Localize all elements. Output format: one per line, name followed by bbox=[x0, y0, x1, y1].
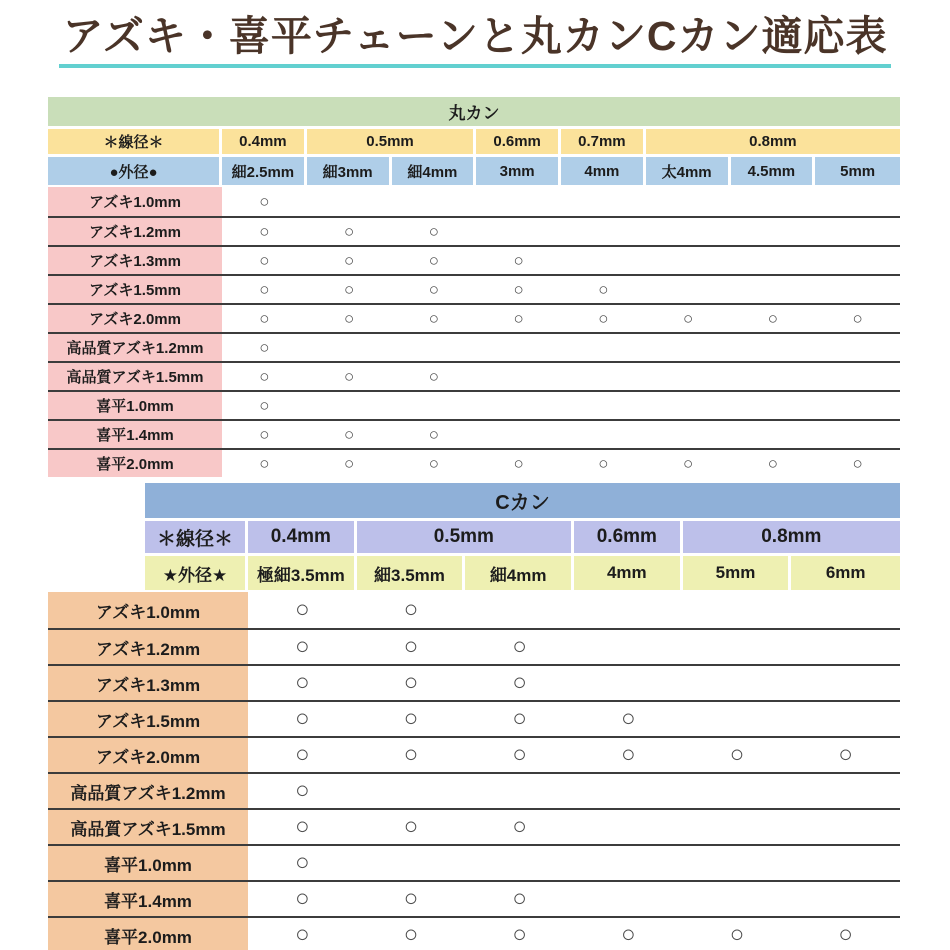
mark-cell bbox=[815, 421, 900, 448]
mark-cell bbox=[574, 702, 683, 736]
mark-cell bbox=[476, 363, 561, 390]
mark-cell bbox=[574, 630, 683, 664]
mark-cell bbox=[646, 363, 731, 390]
mark-cell bbox=[574, 738, 683, 772]
compat-mark: ○ bbox=[403, 813, 419, 840]
mark-cell bbox=[392, 363, 477, 390]
mark-cell bbox=[731, 305, 816, 332]
mark-cell bbox=[561, 363, 646, 390]
mark-cell bbox=[357, 630, 466, 664]
mark-cell bbox=[392, 276, 477, 303]
mark-cell bbox=[465, 630, 574, 664]
mark-cell bbox=[791, 882, 900, 916]
compat-mark: ○ bbox=[343, 222, 355, 241]
mark-cell bbox=[248, 666, 357, 700]
row-label: 高品質アズキ1.5mm bbox=[48, 363, 222, 390]
mark-cell bbox=[574, 666, 683, 700]
compat-mark: ○ bbox=[259, 309, 270, 328]
compat-mark: ○ bbox=[621, 921, 636, 948]
compat-mark: ○ bbox=[259, 396, 270, 415]
mark-cell bbox=[465, 846, 574, 880]
outer-size-cell: 5mm bbox=[815, 157, 900, 185]
mark-cell bbox=[248, 592, 357, 628]
compat-mark: ○ bbox=[259, 222, 270, 241]
mark-cell bbox=[307, 421, 392, 448]
row-label: アズキ2.0mm bbox=[48, 305, 222, 332]
mark-cell bbox=[476, 334, 561, 361]
mark-cell bbox=[574, 774, 683, 808]
mark-cell bbox=[815, 363, 900, 390]
outer-size-cell: 細2.5mm bbox=[222, 157, 307, 185]
compat-mark: ○ bbox=[729, 921, 745, 948]
compat-mark: ○ bbox=[512, 633, 527, 660]
mark-cell bbox=[392, 247, 477, 274]
mark-cell bbox=[357, 592, 466, 628]
table-row bbox=[48, 390, 900, 419]
mark-cell bbox=[465, 882, 574, 916]
row-label: 高品質アズキ1.2mm bbox=[48, 334, 222, 361]
mark-cell bbox=[646, 218, 731, 245]
row-label: 高品質アズキ1.5mm bbox=[48, 810, 248, 844]
row-label: 喜平1.4mm bbox=[48, 421, 222, 448]
table-row bbox=[48, 880, 900, 916]
compat-mark: ○ bbox=[259, 192, 270, 211]
mark-cell bbox=[476, 392, 561, 419]
ckan-compatibility-table bbox=[48, 483, 900, 950]
compat-mark: ○ bbox=[621, 741, 636, 768]
mark-cell bbox=[683, 702, 792, 736]
mark-cell bbox=[646, 247, 731, 274]
mark-cell bbox=[248, 702, 357, 736]
mark-cell bbox=[731, 450, 816, 477]
mark-cell bbox=[574, 918, 683, 950]
compat-mark: ○ bbox=[512, 921, 527, 948]
row-label: 喜平1.4mm bbox=[48, 882, 248, 916]
mark-cell bbox=[307, 363, 392, 390]
mark-cell bbox=[476, 187, 561, 216]
mark-cell bbox=[815, 218, 900, 245]
compat-mark: ○ bbox=[428, 222, 440, 241]
mark-cell bbox=[357, 846, 466, 880]
mark-cell bbox=[646, 305, 731, 332]
compat-mark: ○ bbox=[343, 425, 355, 444]
row-label: アズキ1.0mm bbox=[48, 592, 248, 628]
outer-diameter-label: ★外径★ bbox=[145, 556, 248, 590]
wire-diameter-row bbox=[48, 129, 900, 154]
mark-cell bbox=[357, 702, 466, 736]
mark-cell bbox=[222, 450, 307, 477]
mark-cell bbox=[357, 918, 466, 950]
mark-cell bbox=[248, 630, 357, 664]
mark-cell bbox=[222, 247, 307, 274]
compat-mark: ○ bbox=[259, 251, 270, 270]
mark-cell bbox=[561, 334, 646, 361]
mark-cell bbox=[683, 666, 792, 700]
table-row bbox=[48, 772, 900, 808]
compat-mark: ○ bbox=[403, 669, 419, 696]
compat-mark: ○ bbox=[512, 813, 527, 840]
mark-cell bbox=[476, 218, 561, 245]
mark-cell bbox=[222, 334, 307, 361]
mark-cell bbox=[683, 810, 792, 844]
wire-diameter-label: ＊線径＊ bbox=[48, 129, 222, 154]
outer-size-cell: 細4mm bbox=[465, 556, 574, 590]
compat-mark: ○ bbox=[428, 367, 440, 386]
outer-size-cell: 細3mm bbox=[307, 157, 392, 185]
mark-cell bbox=[683, 882, 792, 916]
mark-cell bbox=[561, 247, 646, 274]
row-label: アズキ1.2mm bbox=[48, 218, 222, 245]
compat-mark: ○ bbox=[512, 669, 527, 696]
outer-size-cell: 細4mm bbox=[392, 157, 477, 185]
mark-cell bbox=[392, 392, 477, 419]
mark-cell bbox=[791, 846, 900, 880]
mark-cell bbox=[222, 305, 307, 332]
compat-mark: ○ bbox=[343, 251, 355, 270]
compat-mark: ○ bbox=[428, 454, 440, 473]
compat-mark: ○ bbox=[838, 741, 853, 768]
outer-size-cell: 太4mm bbox=[646, 157, 731, 185]
wire-size-cell: 0.7mm bbox=[561, 129, 646, 154]
compat-mark: ○ bbox=[512, 741, 527, 768]
mark-cell bbox=[222, 363, 307, 390]
mark-cell bbox=[791, 774, 900, 808]
mark-cell bbox=[574, 882, 683, 916]
wire-size-cell: 0.6mm bbox=[574, 521, 683, 553]
mark-cell bbox=[465, 774, 574, 808]
mark-cell bbox=[357, 882, 466, 916]
mark-cell bbox=[731, 187, 816, 216]
mark-cell bbox=[307, 187, 392, 216]
mark-cell bbox=[815, 450, 900, 477]
compat-mark: ○ bbox=[512, 885, 527, 912]
mark-cell bbox=[561, 392, 646, 419]
mark-cell bbox=[476, 247, 561, 274]
mark-cell bbox=[791, 592, 900, 628]
mark-cell bbox=[646, 334, 731, 361]
table-title-row bbox=[48, 97, 900, 126]
mark-cell bbox=[248, 810, 357, 844]
mark-cell bbox=[248, 774, 357, 808]
mark-cell bbox=[731, 392, 816, 419]
mark-cell bbox=[561, 421, 646, 448]
mark-cell bbox=[574, 810, 683, 844]
compat-mark: ○ bbox=[598, 454, 609, 473]
outer-size-cell: 極細3.5mm bbox=[248, 556, 357, 590]
table-row bbox=[48, 592, 900, 628]
mark-cell bbox=[815, 276, 900, 303]
mark-cell bbox=[815, 334, 900, 361]
mark-cell bbox=[307, 247, 392, 274]
compat-mark: ○ bbox=[295, 596, 310, 623]
compat-mark: ○ bbox=[598, 280, 609, 299]
row-label: アズキ1.5mm bbox=[48, 276, 222, 303]
compat-mark: ○ bbox=[403, 741, 419, 768]
table-title: Cカン bbox=[145, 483, 900, 518]
table-row bbox=[48, 844, 900, 880]
table-row bbox=[48, 274, 900, 303]
compat-mark: ○ bbox=[852, 454, 863, 473]
table-row bbox=[48, 303, 900, 332]
compat-mark: ○ bbox=[621, 705, 636, 732]
mark-cell bbox=[392, 450, 477, 477]
outer-size-cell: 5mm bbox=[683, 556, 792, 590]
mark-cell bbox=[646, 392, 731, 419]
compat-mark: ○ bbox=[259, 454, 270, 473]
table-row bbox=[48, 332, 900, 361]
compat-mark: ○ bbox=[403, 596, 419, 623]
mark-cell bbox=[222, 392, 307, 419]
row-label: 高品質アズキ1.2mm bbox=[48, 774, 248, 808]
compat-mark: ○ bbox=[343, 309, 355, 328]
compat-mark: ○ bbox=[513, 309, 524, 328]
mark-cell bbox=[307, 276, 392, 303]
mark-cell bbox=[731, 247, 816, 274]
mark-cell bbox=[561, 305, 646, 332]
row-label: アズキ1.2mm bbox=[48, 630, 248, 664]
mark-cell bbox=[248, 846, 357, 880]
mark-cell bbox=[561, 187, 646, 216]
mark-cell bbox=[465, 592, 574, 628]
row-label: アズキ1.0mm bbox=[48, 187, 222, 216]
mark-cell bbox=[683, 738, 792, 772]
mark-cell bbox=[222, 218, 307, 245]
mark-cell bbox=[561, 218, 646, 245]
mark-cell bbox=[307, 305, 392, 332]
mark-cell bbox=[392, 218, 477, 245]
mark-cell bbox=[465, 918, 574, 950]
mark-cell bbox=[476, 276, 561, 303]
mark-cell bbox=[683, 630, 792, 664]
mark-cell bbox=[476, 450, 561, 477]
compat-mark: ○ bbox=[295, 921, 310, 948]
outer-size-cell: 4.5mm bbox=[731, 157, 816, 185]
compat-mark: ○ bbox=[512, 705, 527, 732]
wire-size-cell: 0.5mm bbox=[357, 521, 574, 553]
wire-size-cell: 0.4mm bbox=[248, 521, 357, 553]
compat-mark: ○ bbox=[403, 633, 419, 660]
mark-cell bbox=[222, 276, 307, 303]
mark-cell bbox=[646, 421, 731, 448]
table-row bbox=[48, 664, 900, 700]
mark-cell bbox=[791, 918, 900, 950]
compat-mark: ○ bbox=[682, 454, 694, 473]
mark-cell bbox=[574, 846, 683, 880]
mark-cell bbox=[357, 666, 466, 700]
wire-size-cell: 0.8mm bbox=[646, 129, 900, 154]
compat-mark: ○ bbox=[428, 309, 440, 328]
mark-cell bbox=[791, 666, 900, 700]
row-label: アズキ1.5mm bbox=[48, 702, 248, 736]
outer-diameter-label: ●外径● bbox=[48, 157, 222, 185]
compat-mark: ○ bbox=[403, 705, 419, 732]
compat-mark: ○ bbox=[767, 454, 779, 473]
mark-cell bbox=[392, 421, 477, 448]
mark-cell bbox=[392, 305, 477, 332]
mark-cell bbox=[815, 187, 900, 216]
mark-cell bbox=[791, 810, 900, 844]
compat-mark: ○ bbox=[295, 633, 310, 660]
table-row bbox=[48, 808, 900, 844]
compat-mark: ○ bbox=[428, 251, 440, 270]
row-label: 喜平1.0mm bbox=[48, 392, 222, 419]
compat-mark: ○ bbox=[259, 425, 270, 444]
title-area bbox=[0, 12, 950, 68]
table-title: 丸カン bbox=[48, 97, 900, 126]
outer-size-cell: 6mm bbox=[791, 556, 900, 590]
mark-cell bbox=[222, 187, 307, 216]
outer-size-cell: 細3.5mm bbox=[357, 556, 466, 590]
mark-cell bbox=[248, 918, 357, 950]
table-row bbox=[48, 628, 900, 664]
mark-cell bbox=[307, 450, 392, 477]
compat-mark: ○ bbox=[295, 777, 310, 804]
wire-size-cell: 0.6mm bbox=[476, 129, 561, 154]
mark-cell bbox=[731, 276, 816, 303]
compat-mark: ○ bbox=[598, 309, 609, 328]
compat-mark: ○ bbox=[729, 741, 745, 768]
compat-mark: ○ bbox=[428, 425, 440, 444]
row-label: 喜平2.0mm bbox=[48, 918, 248, 950]
compat-mark: ○ bbox=[403, 921, 419, 948]
table-row bbox=[48, 216, 900, 245]
mark-cell bbox=[731, 218, 816, 245]
compat-mark: ○ bbox=[295, 705, 310, 732]
mark-cell bbox=[791, 630, 900, 664]
compat-mark: ○ bbox=[259, 367, 270, 386]
compat-mark: ○ bbox=[295, 813, 310, 840]
row-label: 喜平1.0mm bbox=[48, 846, 248, 880]
mark-cell bbox=[248, 882, 357, 916]
mark-cell bbox=[476, 305, 561, 332]
marukan-compatibility-table bbox=[48, 97, 900, 477]
table-row bbox=[48, 419, 900, 448]
mark-cell bbox=[731, 421, 816, 448]
table-row bbox=[48, 448, 900, 477]
compat-mark: ○ bbox=[513, 251, 524, 270]
compat-mark: ○ bbox=[767, 309, 779, 328]
mark-cell bbox=[465, 738, 574, 772]
mark-cell bbox=[307, 218, 392, 245]
compat-mark: ○ bbox=[295, 885, 310, 912]
table-row bbox=[48, 700, 900, 736]
mark-cell bbox=[815, 392, 900, 419]
mark-cell bbox=[307, 392, 392, 419]
mark-cell bbox=[791, 738, 900, 772]
table-row bbox=[48, 361, 900, 390]
mark-cell bbox=[731, 334, 816, 361]
compat-mark: ○ bbox=[838, 921, 853, 948]
compat-mark: ○ bbox=[343, 280, 355, 299]
mark-cell bbox=[646, 450, 731, 477]
table-row bbox=[48, 916, 900, 950]
table-row bbox=[48, 736, 900, 772]
mark-cell bbox=[392, 187, 477, 216]
outer-diameter-row bbox=[48, 556, 900, 590]
mark-cell bbox=[646, 187, 731, 216]
mark-cell bbox=[646, 276, 731, 303]
mark-cell bbox=[357, 774, 466, 808]
mark-cell bbox=[392, 334, 477, 361]
outer-size-cell: 4mm bbox=[574, 556, 683, 590]
mark-cell bbox=[465, 666, 574, 700]
mark-cell bbox=[683, 774, 792, 808]
table-row bbox=[48, 245, 900, 274]
mark-cell bbox=[222, 421, 307, 448]
mark-cell bbox=[683, 846, 792, 880]
compat-mark: ○ bbox=[852, 309, 863, 328]
outer-size-cell: 4mm bbox=[561, 157, 646, 185]
mark-cell bbox=[476, 421, 561, 448]
row-label: 喜平2.0mm bbox=[48, 450, 222, 477]
mark-cell bbox=[574, 592, 683, 628]
mark-cell bbox=[465, 810, 574, 844]
mark-cell bbox=[561, 450, 646, 477]
compat-mark: ○ bbox=[403, 885, 419, 912]
compat-mark: ○ bbox=[259, 280, 270, 299]
wire-diameter-label: ＊線径＊ bbox=[145, 521, 248, 553]
row-label: アズキ2.0mm bbox=[48, 738, 248, 772]
compat-mark: ○ bbox=[295, 849, 310, 876]
wire-size-cell: 0.8mm bbox=[683, 521, 900, 553]
table-title-row bbox=[48, 483, 900, 518]
compat-mark: ○ bbox=[343, 454, 355, 473]
mark-cell bbox=[561, 276, 646, 303]
row-label: アズキ1.3mm bbox=[48, 247, 222, 274]
mark-cell bbox=[357, 810, 466, 844]
mark-cell bbox=[683, 592, 792, 628]
mark-cell bbox=[683, 918, 792, 950]
compat-mark: ○ bbox=[343, 367, 355, 386]
wire-size-cell: 0.4mm bbox=[222, 129, 307, 154]
compat-mark: ○ bbox=[259, 338, 270, 357]
compat-mark: ○ bbox=[513, 280, 524, 299]
compat-mark: ○ bbox=[428, 280, 440, 299]
mark-cell bbox=[815, 305, 900, 332]
table-row bbox=[48, 187, 900, 216]
mark-cell bbox=[357, 738, 466, 772]
mark-cell bbox=[791, 702, 900, 736]
wire-diameter-row bbox=[48, 521, 900, 553]
page-title: アズキ・喜平チェーンと丸カンCカン適応表 bbox=[59, 12, 892, 68]
compat-mark: ○ bbox=[513, 454, 524, 473]
compat-mark: ○ bbox=[295, 741, 310, 768]
mark-cell bbox=[731, 363, 816, 390]
mark-cell bbox=[307, 334, 392, 361]
mark-cell bbox=[815, 247, 900, 274]
mark-cell bbox=[465, 702, 574, 736]
compat-mark: ○ bbox=[682, 309, 694, 328]
outer-size-cell: 3mm bbox=[476, 157, 561, 185]
wire-size-cell: 0.5mm bbox=[307, 129, 477, 154]
row-label: アズキ1.3mm bbox=[48, 666, 248, 700]
compat-mark: ○ bbox=[295, 669, 310, 696]
outer-diameter-row bbox=[48, 157, 900, 185]
mark-cell bbox=[248, 738, 357, 772]
